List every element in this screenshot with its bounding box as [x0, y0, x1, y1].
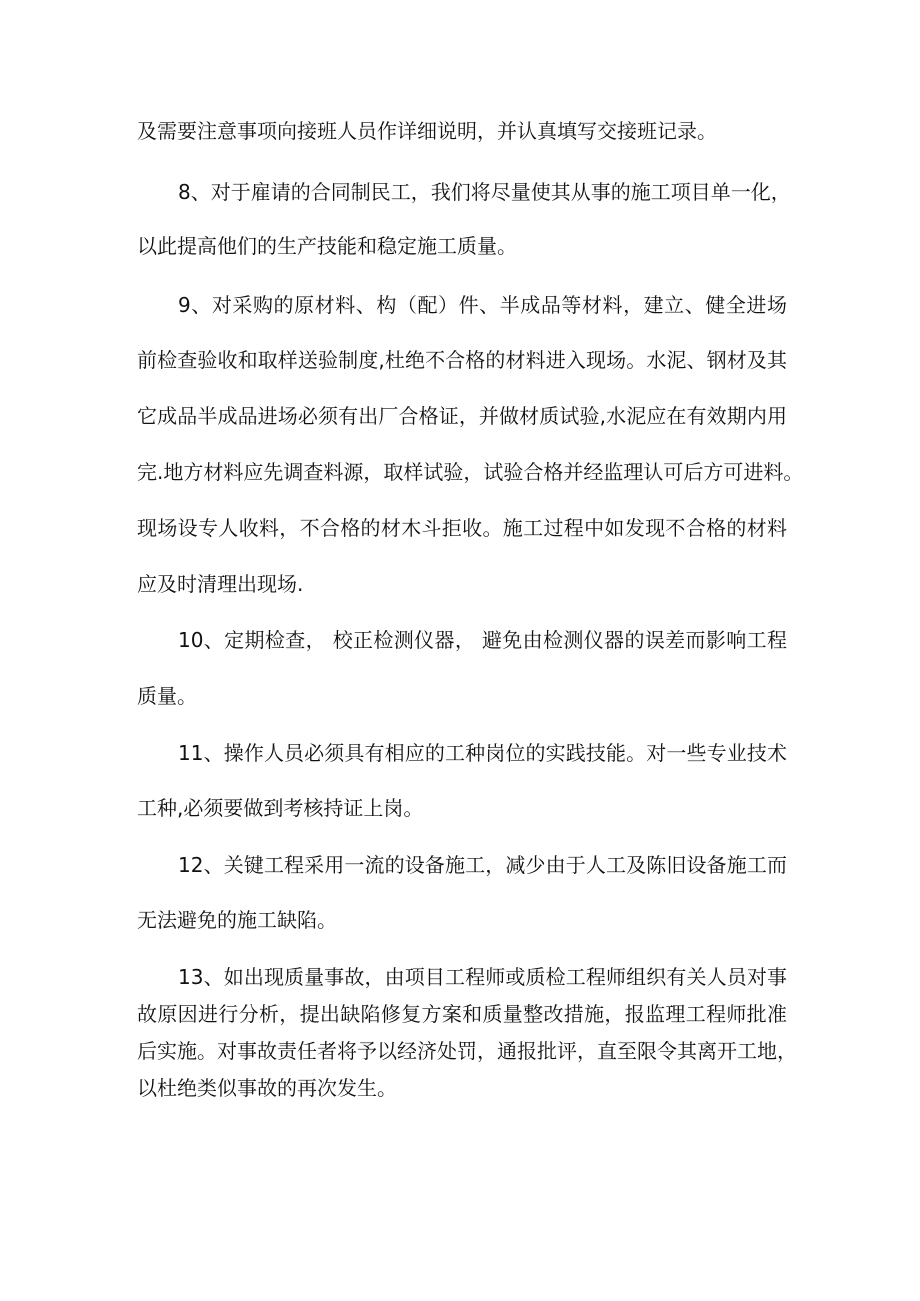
- paragraph-9-line-3: 它成品半成品进场必须有出厂合格证，并做材质试验,水泥应在有效期内用: [137, 404, 787, 428]
- paragraph-10-line-2: 质量。: [137, 684, 197, 708]
- paragraph-8-line-2: 以此提高他们的生产技能和稳定施工质量。: [137, 234, 517, 258]
- paragraph-13-line-1: 13、如出现质量事故，由项目工程师或质检工程师组织有关人员对事: [178, 965, 787, 989]
- paragraph-11-line-2: 工种,必须要做到考核持证上岗。: [137, 796, 424, 820]
- paragraph-13-line-3: 后实施。对事故责任者将予以经济处罚，通报批评，直至限令其离开工地，: [137, 1039, 797, 1063]
- text-line: 及需要注意事项向接班人员作详细说明，并认真填写交接班记录。: [137, 119, 717, 143]
- paragraph-8-line-1: 8、对于雇请的合同制民工，我们将尽量使其从事的施工项目单一化，: [178, 180, 791, 204]
- paragraph-9-line-5: 现场设专人收料，不合格的材木斗拒收。施工过程中如发现不合格的材料: [137, 516, 787, 540]
- paragraph-9-line-4: 完.地方材料应先调查料源，取样试验，试验合格并经监理认可后方可进料。: [137, 460, 804, 484]
- paragraph-9-line-2: 前检查验收和取样送验制度,杜绝不合格的材料进入现场。水泥、钢材及其: [137, 348, 787, 372]
- paragraph-12-line-2: 无法避免的施工缺陷。: [137, 908, 337, 932]
- paragraph-13-line-4: 以杜绝类似事故的再次发生。: [137, 1076, 397, 1100]
- paragraph-10-line-1: 10、定期检查， 校正检测仪器， 避免由检测仪器的误差而影响工程: [178, 628, 787, 652]
- paragraph-12-line-1: 12、关键工程采用一流的设备施工，减少由于人工及陈旧设备施工而: [178, 853, 787, 877]
- paragraph-9-line-1: 9、对采购的原材料、构（配）件、半成品等材料，建立、健全进场: [178, 293, 787, 317]
- paragraph-11-line-1: 11、操作人员必须具有相应的工种岗位的实践技能。对一些专业技术: [178, 741, 787, 765]
- paragraph-9-line-6: 应及时清理出现场.: [137, 572, 304, 596]
- paragraph-13-line-2: 故原因进行分析，提出缺陷修复方案和质量整改措施，报监理工程师批准: [137, 1002, 787, 1026]
